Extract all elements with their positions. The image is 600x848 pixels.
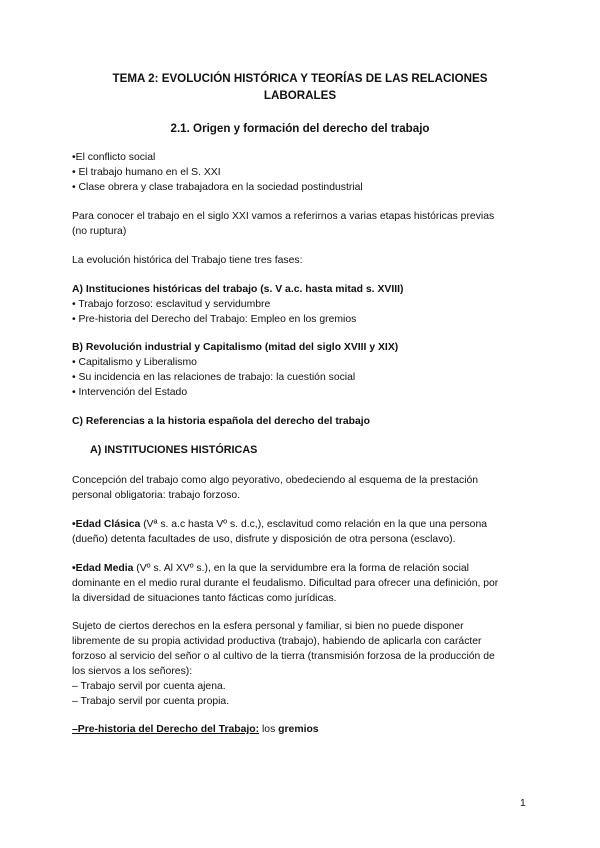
phase-b xyxy=(72,340,528,400)
section-a-heading: A) INSTITUCIONES HISTÓRICAS xyxy=(90,444,258,456)
list-item: – Trabajo servil por cuenta propia. xyxy=(72,696,230,707)
paragraph-line: los siervos a los señores): xyxy=(72,666,193,677)
paragraph-line: (Vª s. a.c hasta Vº s. d.c,), esclavitud como relación en la que una persona xyxy=(140,519,487,530)
list-item: • Trabajo forzoso: esclavitud y servidumbre xyxy=(72,299,271,310)
title-line-1: TEMA 2: EVOLUCIÓN HISTÓRICA Y TEORÍAS DE LAS RELACIONES xyxy=(112,72,488,85)
edad-clasica-label: •Edad Clásica xyxy=(72,519,141,530)
prehistoria-heading xyxy=(72,722,528,737)
list-item: • Clase obrera y clase trabajadora en la sociedad postindustrial xyxy=(72,182,363,193)
paragraph-phases: La evolución histórica del Trabajo tiene tres fases: xyxy=(72,255,303,266)
paragraph-line: personal obligatoria: trabajo forzoso. xyxy=(72,490,241,501)
list-item: • Su incidencia en las relaciones de trabajo: la cuestión social xyxy=(72,372,356,383)
paragraph-line: (dueño) detenta facultades de uso, disfrute y disposición de otra persona (esclavo). xyxy=(72,534,456,545)
list-item: •El conflicto social xyxy=(72,152,156,163)
paragraph-line: libremente de su propia actividad productiva (trabajo), habiendo de aplicarla con carácter xyxy=(72,636,482,647)
list-item: • Intervención del Estado xyxy=(72,387,188,398)
page-number: 1 xyxy=(520,798,526,809)
document-title xyxy=(72,70,528,104)
title-line-2: LABORALES xyxy=(263,89,337,102)
paragraph-edad-clasica xyxy=(72,517,528,547)
list-item: • Pre-historia del Derecho del Trabajo: Empleo en los gremios xyxy=(72,314,357,325)
prehistoria-gremios: gremios xyxy=(278,724,319,735)
phase-a-heading: A) Instituciones históricas del trabajo (s. V a.c. hasta mitad s. XVIII) xyxy=(72,284,404,295)
paragraph-intro xyxy=(72,209,528,239)
phase-a xyxy=(72,282,528,327)
phase-b-heading: B) Revolución industrial y Capitalismo (mitad del siglo XVIII y XIX) xyxy=(72,342,399,353)
paragraph-sujeto xyxy=(72,619,528,709)
paragraph-line: (no ruptura) xyxy=(72,226,127,237)
prehistoria-underlined: –Pre-historia del Derecho del Trabajo: xyxy=(72,724,260,735)
list-item: – Trabajo servil por cuenta ajena. xyxy=(72,681,226,692)
paragraph-line: Para conocer el trabajo en el siglo XXI vamos a referirnos a varias etapas históricas previas xyxy=(72,211,495,222)
paragraph-edad-media xyxy=(72,561,528,606)
section-subtitle: 2.1. Origen y formación del derecho del trabajo xyxy=(170,122,430,135)
paragraph-line: forzoso al servicio del señor o al cultivo de la tierra (transmisión forzosa de la producción de xyxy=(72,651,495,662)
edad-media-label: •Edad Media xyxy=(72,563,134,574)
paragraph-concepcion xyxy=(72,473,528,503)
paragraph-line: (Vº s. Al XVº s.), en la que la servidumbre era la forma de relación social xyxy=(133,563,469,574)
list-item: • El trabajo humano en el S. XXI xyxy=(72,167,221,178)
phase-c-heading: C) Referencias a la historia española del derecho del trabajo xyxy=(72,416,370,427)
paragraph-line: Sujeto de ciertos derechos en la esfera personal y familiar, si bien no puede disponer xyxy=(72,621,464,632)
paragraph-line: Concepción del trabajo como algo peyorativo, obedeciendo al esquema de la prestación xyxy=(72,475,479,486)
intro-bullet-list xyxy=(72,150,528,195)
prehistoria-mid: los xyxy=(259,724,279,735)
paragraph-line: dominante en el medio rural durante el feudalismo. Dificultad para ofrecer una definición, por xyxy=(72,578,499,589)
paragraph-line: la diversidad de situaciones tanto fácticas como jurídicas. xyxy=(72,593,337,604)
list-item: • Capitalismo y Liberalismo xyxy=(72,357,197,368)
